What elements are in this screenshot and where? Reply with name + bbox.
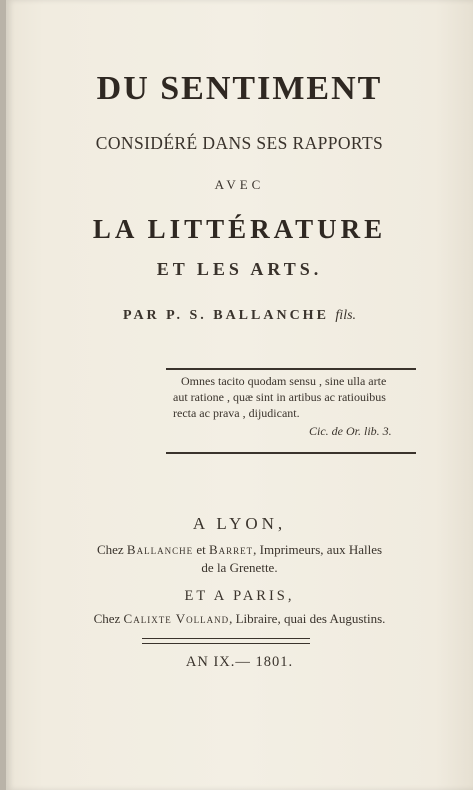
title-page bbox=[6, 0, 473, 790]
imprint-lyon-address-line2: de la Grenette. bbox=[201, 560, 278, 575]
imprint-lyon-pre: Chez bbox=[96, 542, 127, 557]
imprint-city-lyon: A LYON, bbox=[192, 514, 287, 533]
imprint-lyon-mid: et bbox=[193, 542, 209, 557]
imprint-paris-pre: Chez bbox=[93, 611, 124, 626]
imprint-lyon-post: , Imprimeurs, aux Halles bbox=[253, 542, 383, 557]
epigraph-line-2: aut ratione , quæ sint in artibus ac ratiouibus bbox=[173, 390, 386, 404]
subtitle-litterature: LA LITTÉRATURE bbox=[92, 214, 387, 244]
imprint-double-rule bbox=[142, 638, 310, 644]
author-suffix: fils. bbox=[335, 308, 357, 323]
author-line bbox=[6, 308, 473, 324]
subtitle-line: CONSIDÉRÉ DANS SES RAPPORTS bbox=[95, 133, 384, 153]
imprint-date: AN IX.— 1801. bbox=[185, 654, 294, 670]
subtitle-arts: ET LES ARTS. bbox=[156, 259, 323, 279]
bookseller-name: Calixte Volland bbox=[123, 611, 230, 626]
epigraph-line-3: recta ac prava , dijudicant. bbox=[173, 406, 300, 420]
main-title: DU SENTIMENT bbox=[96, 70, 383, 107]
imprint-city-paris: ET A PARIS, bbox=[184, 588, 295, 604]
epigraph-top-rule bbox=[166, 368, 416, 370]
epigraph-line-1: Omnes tacito quodam sensu , sine ulla arte bbox=[181, 374, 387, 388]
author-name: P. S. BALLANCHE bbox=[166, 308, 329, 323]
printer-name-ballanche: Ballanche bbox=[126, 542, 194, 557]
author-prefix: PAR bbox=[122, 308, 160, 323]
imprint-paris-post: , Libraire, quai des Augustins. bbox=[229, 611, 386, 626]
imprint-lyon-address bbox=[6, 542, 473, 558]
imprint-paris-address bbox=[6, 611, 473, 627]
printer-name-barret: Barret bbox=[208, 542, 254, 557]
epigraph-bottom-rule bbox=[166, 452, 416, 454]
epigraph-citation: Cic. de Or. lib. 3. bbox=[309, 424, 392, 438]
subtitle-conjunction: AVEC bbox=[214, 177, 265, 192]
